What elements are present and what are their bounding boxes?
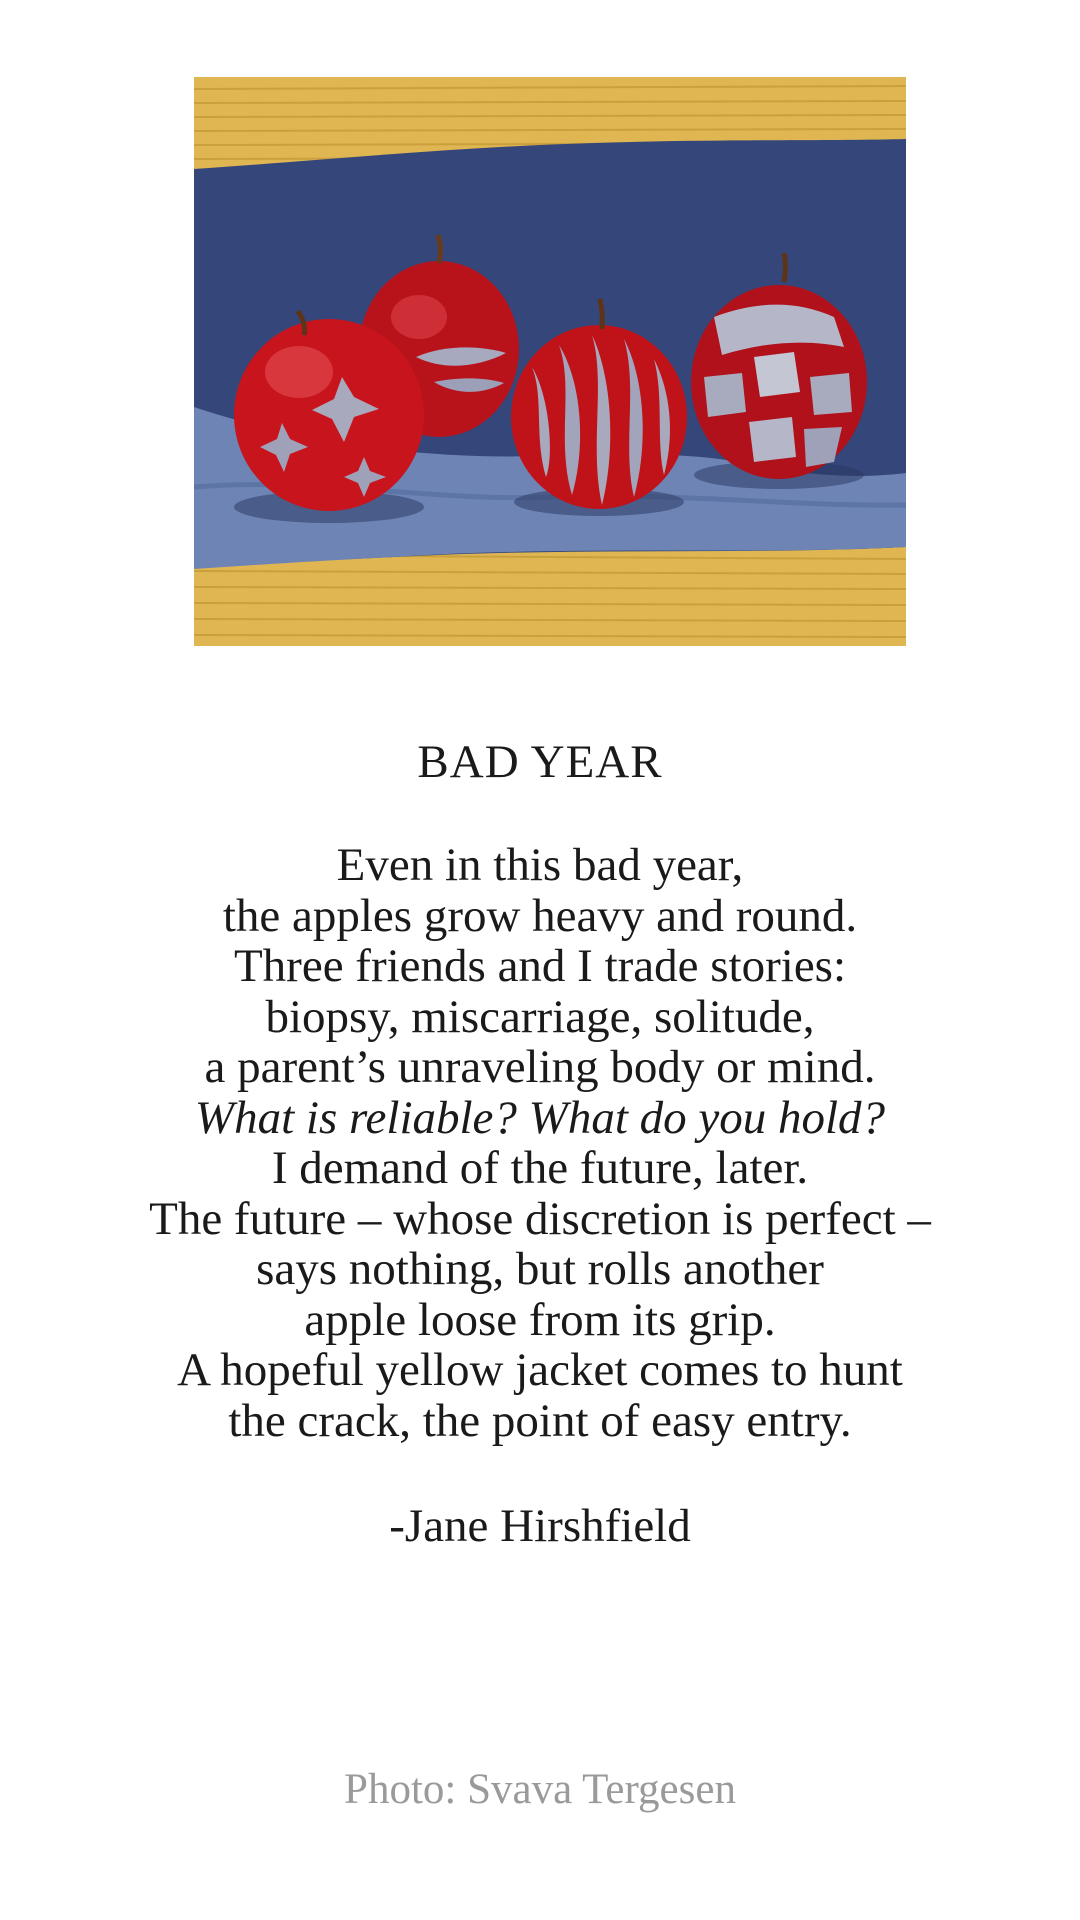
photo-credit: Photo: Svava Tergesen xyxy=(344,1766,736,1813)
poem-line: the crack, the point of easy entry. xyxy=(228,1394,852,1447)
poem-line: says nothing, but rolls another xyxy=(256,1243,824,1295)
poem-line: a parent’s unraveling body or mind. xyxy=(204,1041,876,1093)
poem-title: BAD YEAR xyxy=(417,736,663,788)
poem-body xyxy=(0,840,1080,1446)
poem-line-italic: What is reliable? What do you hold? xyxy=(194,1091,886,1144)
poem-line: Three friends and I trade stories: xyxy=(233,940,847,992)
apples-photo xyxy=(194,77,906,646)
poem-line: A hopeful yellow jacket comes to hunt xyxy=(177,1344,903,1396)
poem-line: The future – whose discretion is perfect – xyxy=(149,1192,931,1245)
poem-line: the apples grow heavy and round. xyxy=(222,889,858,942)
poem-author: -Jane Hirshfield xyxy=(389,1500,691,1552)
poem-line: biopsy, miscarriage, solitude, xyxy=(265,990,815,1043)
poem-line: apple loose from its grip. xyxy=(304,1293,776,1346)
poem-line: I demand of the future, later. xyxy=(271,1142,809,1194)
poem-line: Even in this bad year, xyxy=(336,839,744,891)
